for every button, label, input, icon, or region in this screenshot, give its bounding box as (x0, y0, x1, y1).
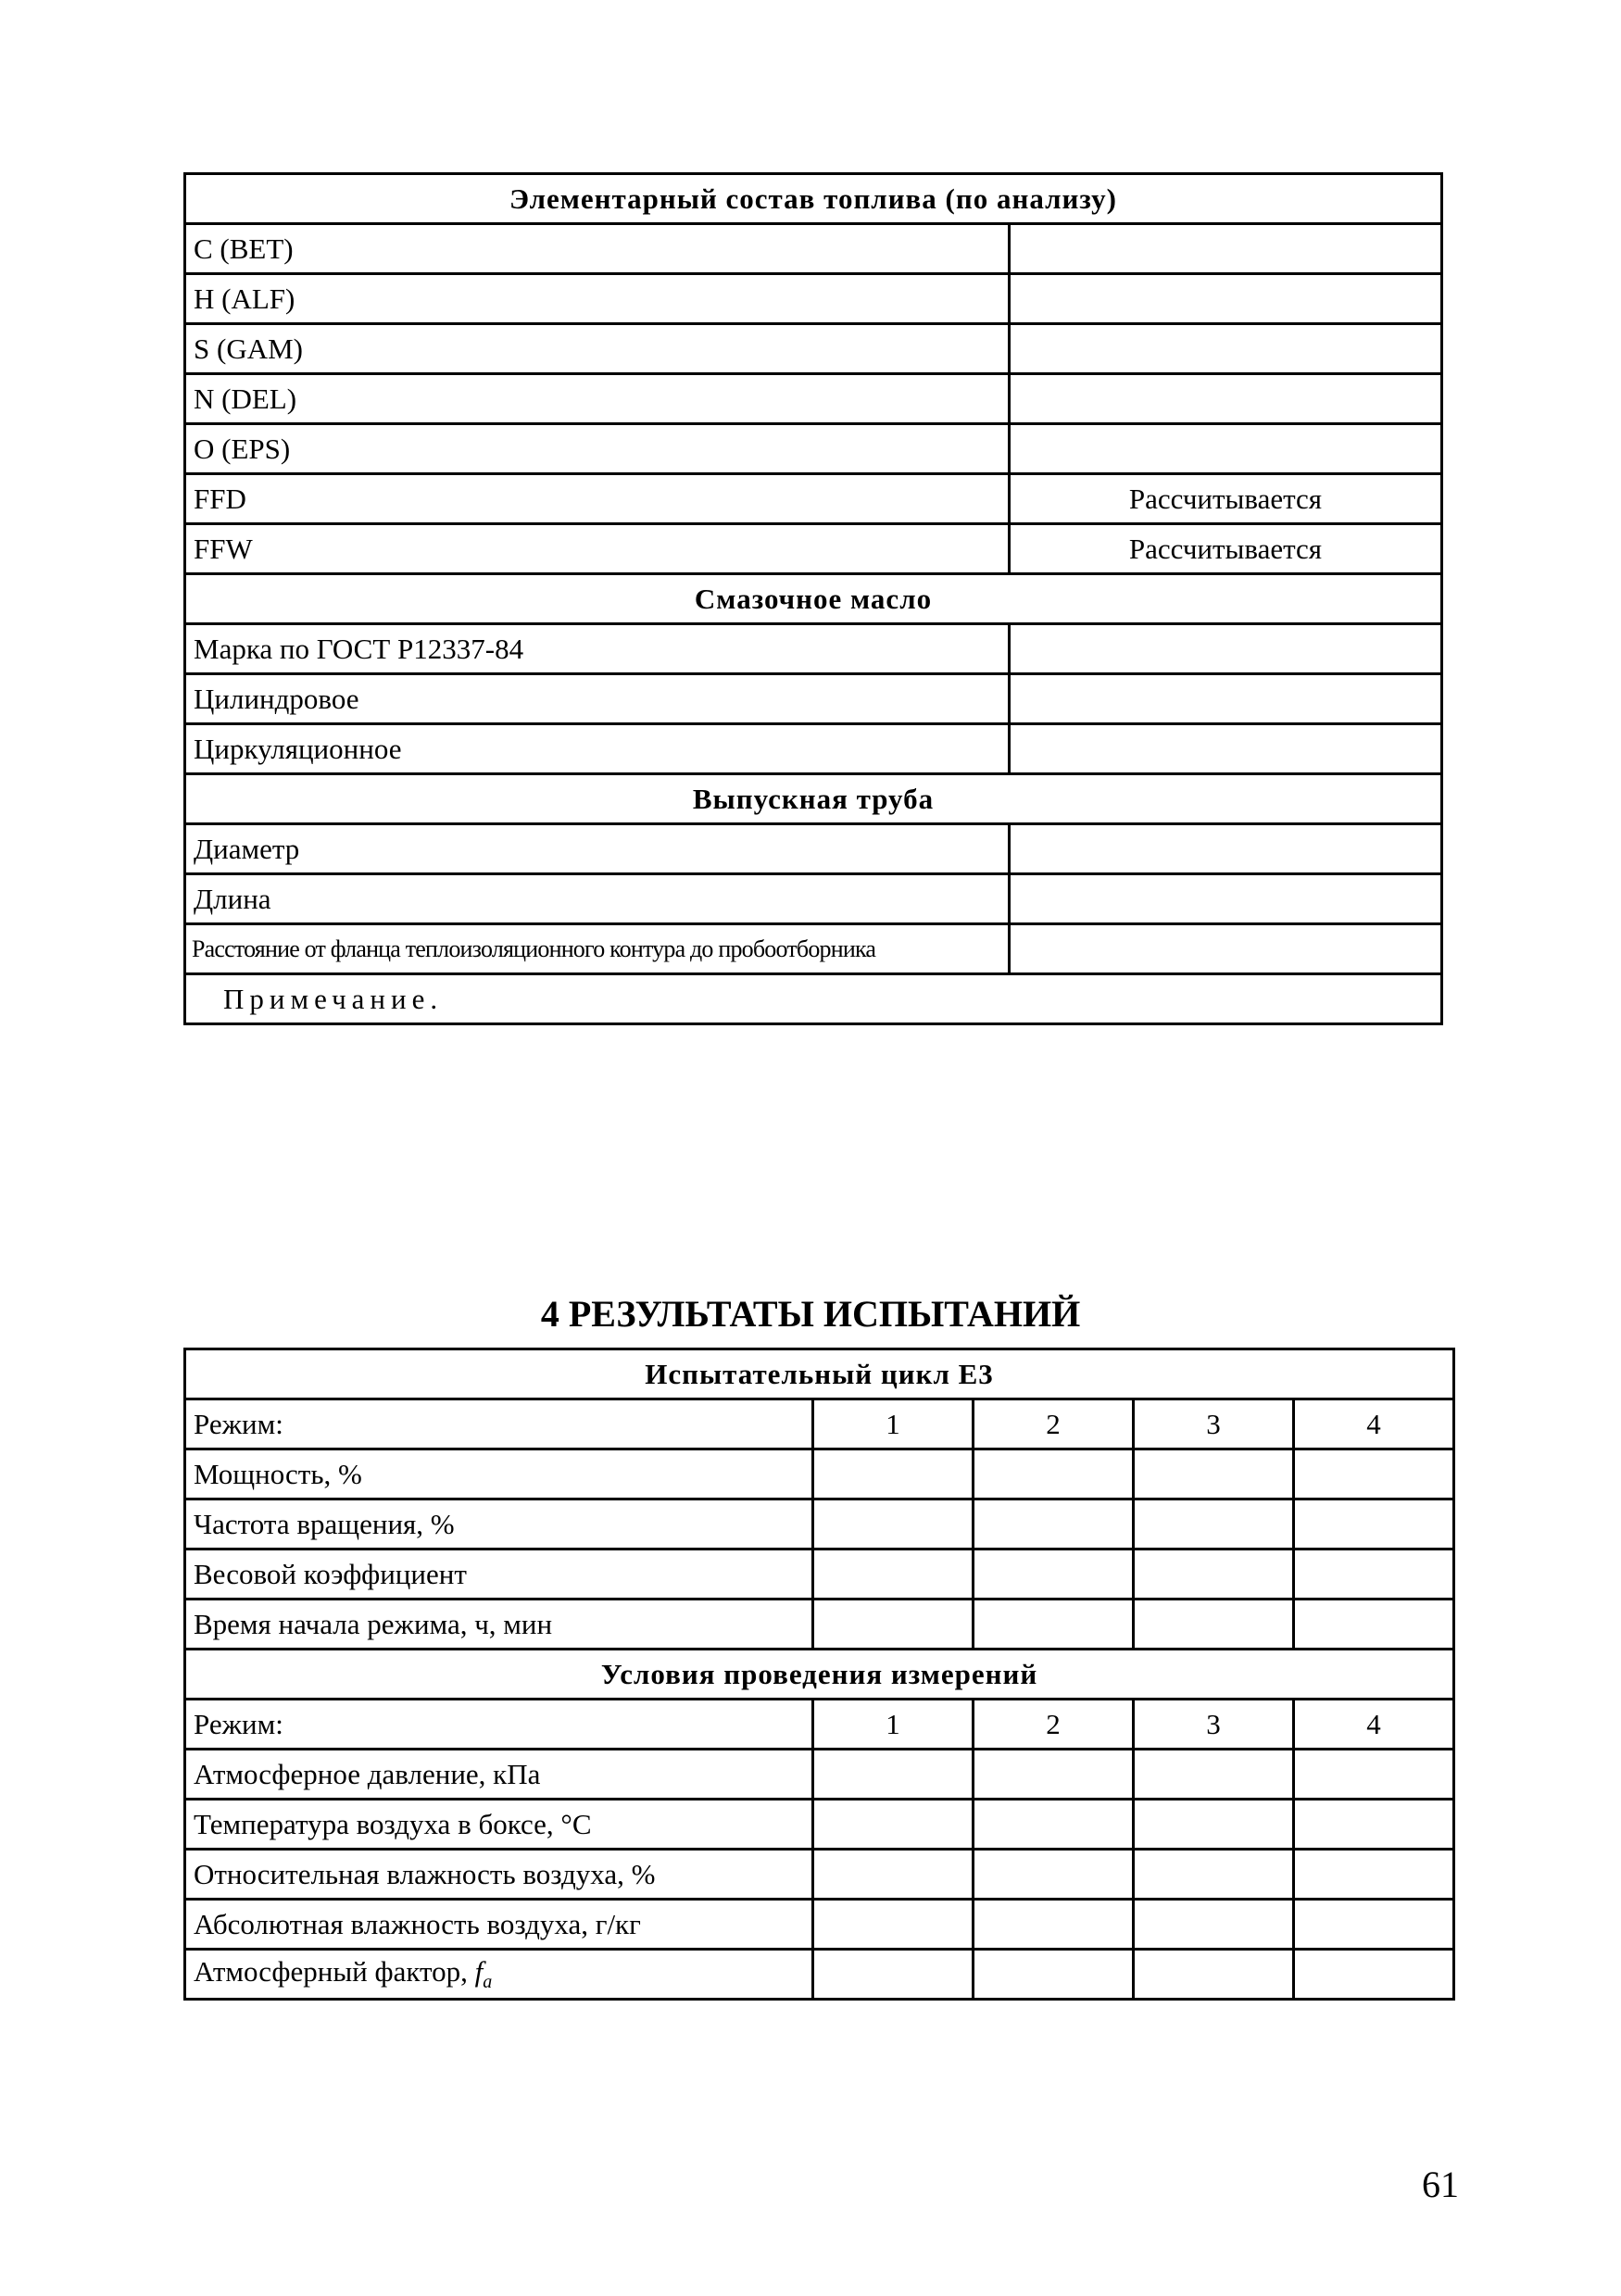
row-label: Расстояние от фланца теплоизоляционного контура до пробоотборника (185, 924, 1010, 974)
value-cell[interactable] (813, 1499, 974, 1549)
row-label: Температура воздуха в боксе, °С (185, 1800, 813, 1850)
row-label: Длина (185, 874, 1010, 924)
row-label: Частота вращения, % (185, 1499, 813, 1549)
value-cell[interactable] (974, 1900, 1134, 1950)
row-label: Марка по ГОСТ Р12337-84 (185, 624, 1010, 674)
table-row (185, 274, 1442, 324)
value-cell[interactable] (974, 1750, 1134, 1800)
table-row (185, 1900, 1454, 1950)
value-cell[interactable] (1294, 1499, 1454, 1549)
value-cell[interactable] (1294, 1900, 1454, 1950)
value-cell[interactable] (1134, 1800, 1294, 1850)
row-label: O (EPS) (185, 424, 1010, 474)
row-label: Диаметр (185, 824, 1010, 874)
row-value[interactable] (1010, 624, 1442, 674)
row-label (185, 1950, 813, 2000)
row-value[interactable] (1010, 374, 1442, 424)
value-cell[interactable] (1294, 1950, 1454, 2000)
table-row (185, 824, 1442, 874)
row-value[interactable] (1010, 874, 1442, 924)
table-row (185, 624, 1442, 674)
mode-label: Режим: (185, 1399, 813, 1449)
value-cell[interactable] (813, 1750, 974, 1800)
table-row (185, 374, 1442, 424)
mode-number: 4 (1294, 1399, 1454, 1449)
value-cell[interactable] (1294, 1750, 1454, 1800)
row-label: Время начала режима, ч, мин (185, 1600, 813, 1650)
value-cell[interactable] (1294, 1449, 1454, 1499)
row-label: Абсолютная влажность воздуха, г/кг (185, 1900, 813, 1950)
mode-number: 2 (974, 1700, 1134, 1750)
table-row (185, 1549, 1454, 1600)
table-row (185, 1850, 1454, 1900)
table-row (185, 424, 1442, 474)
note-row (185, 974, 1442, 1024)
cycle-header-row (185, 1349, 1454, 1399)
value-cell[interactable] (1134, 1549, 1294, 1600)
table-row (185, 1800, 1454, 1850)
factor-symbol: f (474, 1954, 484, 1988)
test-results-table (183, 1348, 1455, 2001)
table-row (185, 1750, 1454, 1800)
row-label: C (BET) (185, 224, 1010, 274)
table-row (185, 874, 1442, 924)
row-label: H (ALF) (185, 274, 1010, 324)
value-cell[interactable] (1134, 1900, 1294, 1950)
value-cell[interactable] (1134, 1950, 1294, 2000)
row-value[interactable] (1010, 724, 1442, 774)
page-number: 61 (1422, 2164, 1459, 2205)
table-row (185, 1449, 1454, 1499)
table-row (185, 674, 1442, 724)
value-cell[interactable] (974, 1549, 1134, 1600)
table-row (185, 474, 1442, 524)
mode-number: 4 (1294, 1700, 1454, 1750)
row-value: Рассчитывается (1010, 524, 1442, 574)
value-cell[interactable] (974, 1449, 1134, 1499)
table-row (185, 524, 1442, 574)
value-cell[interactable] (813, 1449, 974, 1499)
mode-number: 2 (974, 1399, 1134, 1449)
row-label: N (DEL) (185, 374, 1010, 424)
value-cell[interactable] (1294, 1600, 1454, 1650)
oil-section-header: Смазочное масло (185, 574, 1442, 624)
table-row (185, 924, 1442, 974)
oil-section-header-row (185, 574, 1442, 624)
exhaust-section-header-row (185, 774, 1442, 824)
table-row (185, 1950, 1454, 2000)
table-row (185, 1499, 1454, 1549)
value-cell[interactable] (813, 1600, 974, 1650)
row-label: FFD (185, 474, 1010, 524)
value-cell[interactable] (813, 1850, 974, 1900)
mode-number: 3 (1134, 1399, 1294, 1449)
cycle-header: Испытательный цикл Е3 (185, 1349, 1454, 1399)
value-cell[interactable] (813, 1800, 974, 1850)
value-cell[interactable] (1134, 1499, 1294, 1549)
conditions-header-row (185, 1650, 1454, 1700)
fuel-section-header-row (185, 174, 1442, 224)
row-value[interactable] (1010, 674, 1442, 724)
value-cell[interactable] (974, 1800, 1134, 1850)
value-cell[interactable] (974, 1499, 1134, 1549)
row-label: FFW (185, 524, 1010, 574)
mode-number: 1 (813, 1399, 974, 1449)
table-row (185, 324, 1442, 374)
value-cell[interactable] (1294, 1549, 1454, 1600)
value-cell[interactable] (1134, 1850, 1294, 1900)
mode-row (185, 1399, 1454, 1449)
fuel-section-header: Элементарный состав топлива (по анализу) (185, 174, 1442, 224)
row-value[interactable] (1010, 224, 1442, 274)
factor-subscript: a (483, 1972, 493, 1993)
factor-label: Атмосферный фактор, (194, 1954, 475, 1988)
value-cell[interactable] (813, 1950, 974, 2000)
value-cell[interactable] (1134, 1600, 1294, 1650)
note-text: Примечание. (185, 974, 1442, 1024)
row-value: Рассчитывается (1010, 474, 1442, 524)
fuel-oil-exhaust-table (183, 172, 1443, 1025)
row-value[interactable] (1010, 924, 1442, 974)
value-cell[interactable] (974, 1950, 1134, 2000)
value-cell[interactable] (1294, 1850, 1454, 1900)
mode-label: Режим: (185, 1700, 813, 1750)
conditions-header: Условия проведения измерений (185, 1650, 1454, 1700)
section-title: 4 РЕЗУЛЬТАТЫ ИСПЫТАНИЙ (540, 1293, 1081, 1335)
row-label: Циркуляционное (185, 724, 1010, 774)
table-row (185, 224, 1442, 274)
row-label: Относительная влажность воздуха, % (185, 1850, 813, 1900)
value-cell[interactable] (813, 1549, 974, 1600)
row-value[interactable] (1010, 274, 1442, 324)
table-row (185, 1600, 1454, 1650)
value-cell[interactable] (974, 1600, 1134, 1650)
row-value[interactable] (1010, 424, 1442, 474)
row-label: Весовой коэффициент (185, 1549, 813, 1600)
row-label: S (GAM) (185, 324, 1010, 374)
row-label: Мощность, % (185, 1449, 813, 1499)
value-cell[interactable] (1134, 1750, 1294, 1800)
row-value[interactable] (1010, 324, 1442, 374)
mode-row (185, 1700, 1454, 1750)
value-cell[interactable] (813, 1900, 974, 1950)
value-cell[interactable] (1134, 1449, 1294, 1499)
mode-number: 1 (813, 1700, 974, 1750)
exhaust-section-header: Выпускная труба (185, 774, 1442, 824)
row-label: Атмосферное давление, кПа (185, 1750, 813, 1800)
value-cell[interactable] (974, 1850, 1134, 1900)
row-value[interactable] (1010, 824, 1442, 874)
table-row (185, 724, 1442, 774)
value-cell[interactable] (1294, 1800, 1454, 1850)
row-label: Цилиндровое (185, 674, 1010, 724)
mode-number: 3 (1134, 1700, 1294, 1750)
